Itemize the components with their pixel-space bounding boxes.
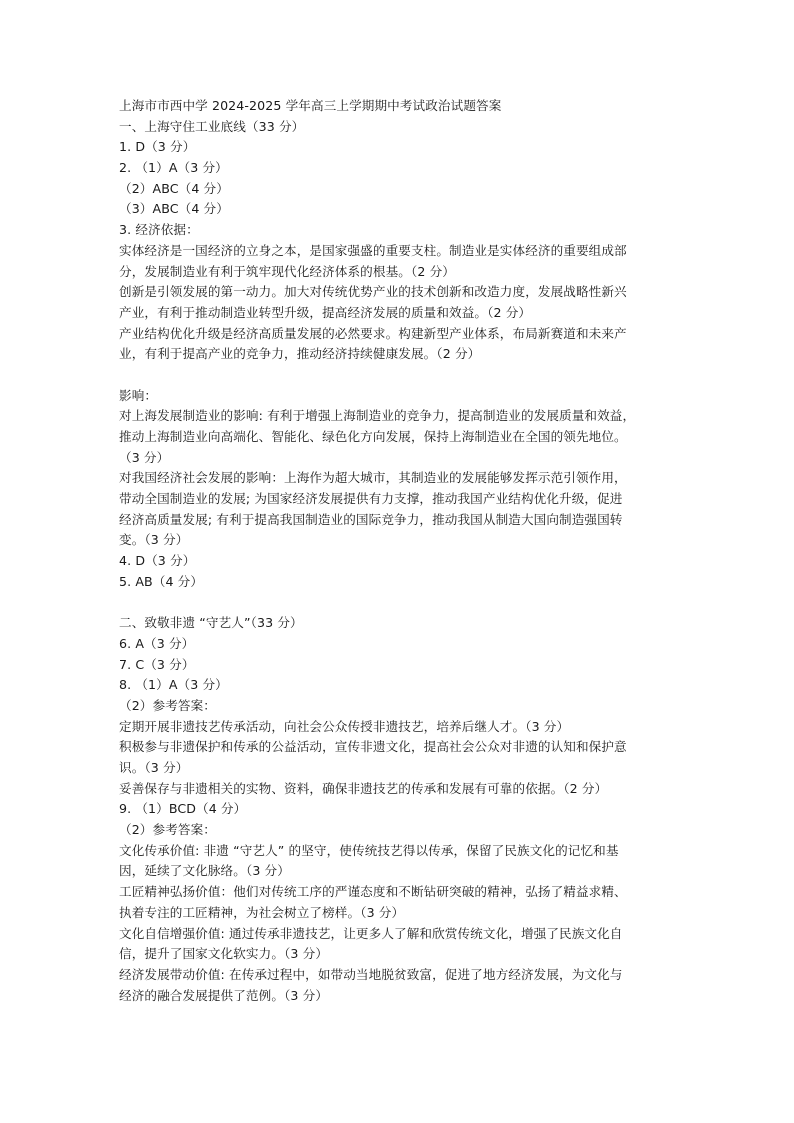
blank-line — [119, 593, 689, 614]
text-line: 经济的融合发展提供了范例。（3 分） — [119, 987, 329, 1003]
document-title: 上海市市西中学 2024-2025 学年高三上学期期中考试政治试题答案 — [119, 98, 502, 113]
text-line: 因，延续了文化脉络。（3 分） — [119, 863, 290, 879]
text-line: 信，提升了国家文化软实力。（3 分） — [119, 946, 329, 962]
text-line: （3）ABC（4 分） — [119, 201, 229, 217]
text-line: （2）参考答案： — [119, 697, 216, 713]
text-line: 经济高质量发展; 有利于提高我国制造业的国际竞争力，推动我国从制造大国向制造强国转 — [119, 511, 623, 527]
text-line: 创新是引领发展的第一动力。加大对传统优势产业的技术创新和改造力度，发展战略性新兴 — [119, 284, 627, 300]
text-line: 2. （1）A（3 分） — [119, 160, 228, 176]
text-line: 经济发展带动价值: 在传承过程中，如带动当地脱贫致富，促进了地方经济发展，为文化与 — [119, 966, 623, 982]
text-line: 产业，有利于推动制造业转型升级，提高经济发展的质量和效益。（2 分） — [119, 304, 532, 320]
text-line: 1. D（3 分） — [119, 139, 196, 155]
text-line: 3. 经济依据： — [119, 222, 199, 238]
blank-line — [119, 365, 689, 386]
text-line: 对我国经济社会发展的影响：上海作为超大城市，其制造业的发展能够发挥示范引领作用， — [119, 470, 627, 486]
text-line: 对上海发展制造业的影响: 有利于增强上海制造业的竞争力，提高制造业的发展质量和效益， — [119, 408, 636, 424]
text-line: 一、上海守住工业底线（33 分） — [119, 118, 305, 134]
text-line: 8. （1）A（3 分） — [119, 677, 228, 693]
text-line: 9. （1）BCD（4 分） — [119, 801, 247, 817]
text-line: 变。（3 分） — [119, 532, 189, 548]
text-line: 积极参与非遗保护和传承的公益活动，宣传非遗文化，提高社会公众对非遗的认知和保护意 — [119, 739, 627, 755]
text-line: 定期开展非遗技艺传承活动，向社会公众传授非遗技艺，培养后继人才。（3 分） — [119, 718, 570, 734]
text-line: 二、致敬非遗 “守艺人”（33 分） — [119, 615, 303, 631]
text-line: 妥善保存与非遗相关的实物、资料，确保非遗技艺的传承和发展有可靠的依据。（2 分） — [119, 780, 608, 796]
text-line: 影响： — [119, 387, 158, 403]
text-line: 5. AB（4 分） — [119, 573, 204, 589]
text-line: （2）参考答案： — [119, 822, 216, 838]
text-line: 识。（3 分） — [119, 760, 189, 775]
text-line: 文化自信增强价值: 通过传承非遗技艺，让更多人了解和欣赏传统文化，增强了民族文化自 — [119, 925, 623, 941]
text-line: 工匠精神弘扬价值：他们对传统工序的严谨态度和不断钻研突破的精神，弘扬了精益求精、 — [119, 884, 627, 900]
text-line: 业，有利于提高产业的竞争力，推动经济持续健康发展。（2 分） — [119, 346, 481, 362]
text-line: 带动全国制造业的发展; 为国家经济发展提供有力支撑，推动我国产业结构优化升级，促进 — [119, 491, 623, 507]
text-line: 分，发展制造业有利于筑牢现代化经济体系的根基。（2 分） — [119, 263, 455, 279]
text-line: 推动上海制造业向高端化、智能化、绿色化方向发展，保持上海制造业在全国的领先地位。 — [119, 429, 627, 444]
text-line: 4. D（3 分） — [119, 553, 196, 569]
text-line: 文化传承价值: 非遗 “守艺人” 的坚守，使传统技艺得以传承，保留了民族文化的记忆和基 — [119, 842, 619, 858]
text-line: 6. A（3 分） — [119, 635, 195, 651]
text-line: 实体经济是一国经济的立身之本，是国家强盛的重要支柱。制造业是实体经济的重要组成部 — [119, 242, 627, 258]
text-line: 执着专注的工匠精神，为社会树立了榜样。（3 分） — [119, 904, 405, 920]
document-page — [119, 96, 689, 1006]
text-line: （2）ABC（4 分） — [119, 180, 229, 196]
document-body — [119, 117, 689, 1007]
text-line: 产业结构优化升级是经济高质量发展的必然要求。构建新型产业体系，布局新赛道和未来产 — [119, 325, 627, 341]
text-line: （3 分） — [119, 449, 170, 465]
text-line: 7. C（3 分） — [119, 656, 195, 672]
